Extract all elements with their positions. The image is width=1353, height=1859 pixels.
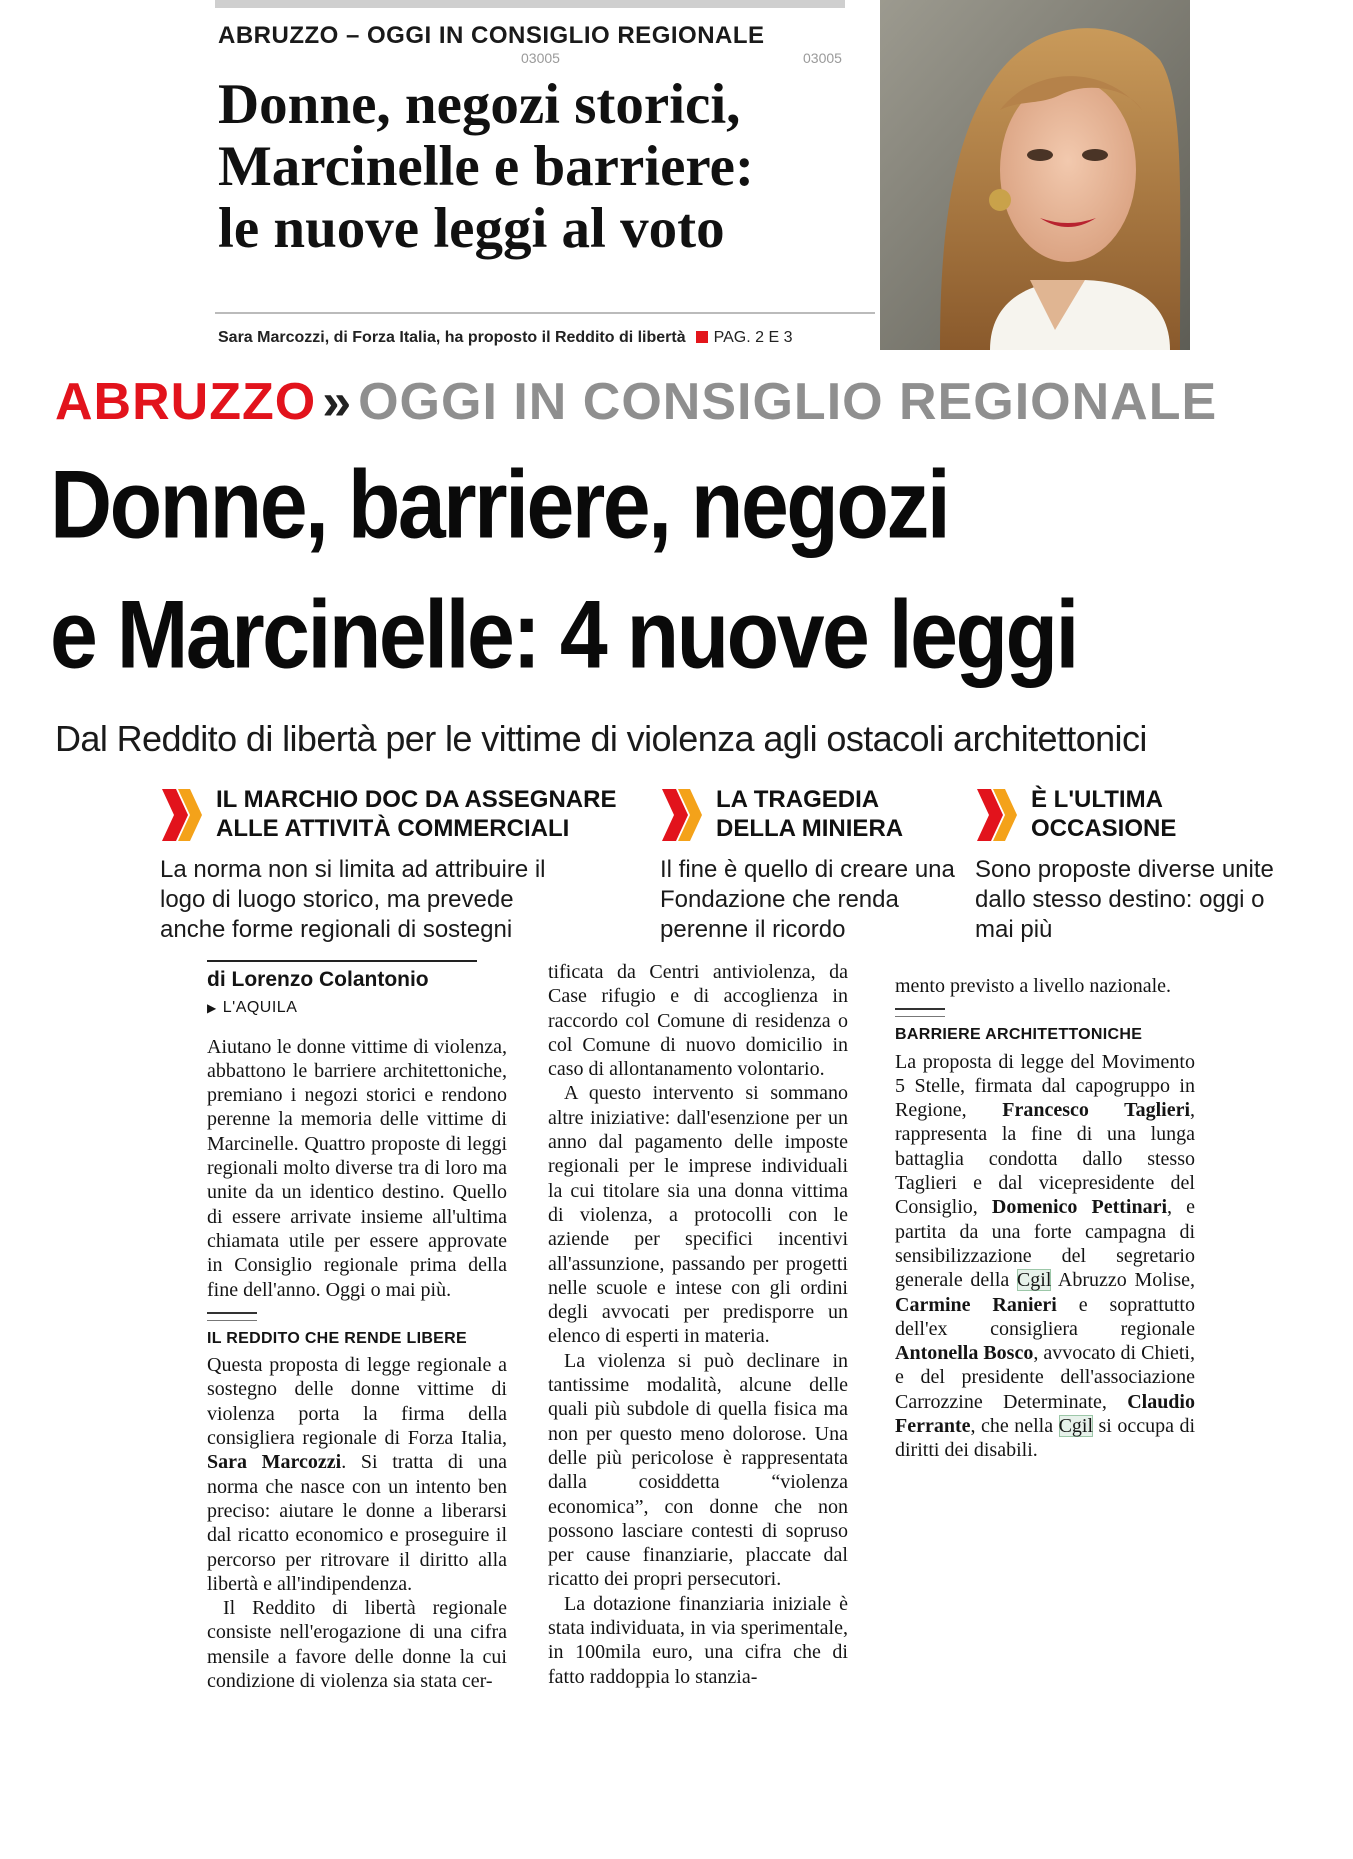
highlighted-term: Cgil bbox=[1016, 1269, 1052, 1292]
triangle-icon: ▶ bbox=[207, 1001, 217, 1016]
article-headline bbox=[50, 440, 1340, 700]
double-chevron-icon bbox=[975, 785, 1021, 845]
cut-text-fragment bbox=[895, 960, 1195, 974]
box-title-line: DELLA MINIERA bbox=[716, 815, 904, 842]
person-name: Carmine Ranieri bbox=[895, 1293, 1057, 1316]
paragraph: A questo intervento si sommano altre iniziative: dall'esenzione per un anno dal pagamento delle imposte regionali per le imprese individuali la cui titolare sia una donna vittima di violenza, a protocolli con le aziende per specifici incentivi all'assunzione, passando per progetti nelle scuole e intese con gli ordini degli avvocati per predisporre un elenco di esperti in materia. bbox=[548, 1082, 848, 1348]
article-subhead: Dal Reddito di libertà per le vittime di violenza agli ostacoli architettonici bbox=[55, 718, 1147, 759]
kicker-chevron: » bbox=[322, 373, 353, 431]
person-name: Claudio Ferrante bbox=[895, 1390, 1195, 1438]
paragraph: Aiutano le donne vittime di violenza, abbattono le barriere architettoniche, premiano i negozi storici e rendono perenne la memoria delle vittime di Marcinelle. Quattro proposte di leggi regionali molto diverse tra di loro ma unite da un identico destino. Quello di essere arrivate insieme all'ultima chiamata utile per essere approvate in Consiglio regionale prima della fine dell'anno. Oggi o mai più. bbox=[207, 1035, 507, 1301]
byline-rule bbox=[207, 960, 477, 962]
paragraph bbox=[895, 1050, 1195, 1463]
box-text: Sono proposte diverse unite dallo stesso destino: oggi o mai più bbox=[975, 856, 1274, 943]
eye-right bbox=[1082, 149, 1108, 161]
face-shape bbox=[1000, 78, 1136, 262]
paragraph-text: . Si tratta di una norma che nasce con un intento ben preciso: aiutare le donne a liberarsi dal ricatto economico e proseguire il percorso per ritrovare il diritto alla libertà e all'indipendenza. bbox=[207, 1451, 507, 1595]
box-title bbox=[1031, 785, 1176, 843]
section-heading: IL REDDITO CHE RENDE LIBERE bbox=[207, 1329, 467, 1347]
paragraph: Il Reddito di libertà regionale consiste nell'erogazione di una cifra mensile a favore delle donne la cui condizione di violenza sia stata cer- bbox=[207, 1597, 507, 1693]
box-title-line: È L'ULTIMA bbox=[1031, 786, 1163, 813]
red-square-icon bbox=[696, 331, 708, 343]
byline: di Lorenzo Colantonio bbox=[207, 968, 429, 991]
front-kicker: ABRUZZO – OGGI IN CONSIGLIO REGIONALE bbox=[218, 22, 765, 49]
front-headline bbox=[218, 74, 858, 260]
highlight-box bbox=[975, 785, 1285, 945]
article-kicker bbox=[55, 372, 1217, 432]
person-name: Francesco Taglieri bbox=[1002, 1099, 1191, 1122]
front-headline-line: Donne, negozi storici, bbox=[218, 73, 741, 136]
paragraph-text: e soprattutto dell'ex consigliera regionale bbox=[895, 1293, 1195, 1340]
article-column-3 bbox=[895, 960, 1195, 1463]
front-headline-line: Marcinelle e barriere: bbox=[218, 135, 754, 198]
section-break bbox=[207, 1312, 257, 1321]
headline-line: Donne, barriere, negozi bbox=[50, 451, 949, 559]
highlight-box bbox=[160, 785, 640, 945]
paragraph: mento previsto a livello nazionale. bbox=[895, 975, 1172, 997]
dateline bbox=[207, 996, 507, 1020]
front-divider bbox=[215, 312, 875, 314]
dateline-text: L'AQUILA bbox=[222, 999, 298, 1017]
person-name: Domenico Pettinari bbox=[991, 1196, 1168, 1219]
box-title-line: ALLE ATTIVITÀ COMMERCIALI bbox=[216, 815, 570, 842]
box-title-line: IL MARCHIO DOC DA ASSEGNARE bbox=[216, 786, 617, 813]
paragraph-text: si occupa di diritti dei disabili. bbox=[895, 1415, 1195, 1462]
highlighted-term: Cgil bbox=[1058, 1415, 1094, 1438]
headline-line: e Marcinelle: 4 nuove leggi bbox=[50, 581, 1077, 689]
paragraph: La dotazione finanziaria iniziale è stata individuata, in via sperimentale, in 100mila euro, una cifra che di fatto raddoppia lo stanzia- bbox=[548, 1592, 848, 1688]
section-break bbox=[895, 1008, 945, 1017]
paragraph: tificata da Centri antiviolenza, da Case rifugio e di accoglienza in raccordo col Comune di residenza o col Comune di nuovo domicilio in caso di allontanamento volontario. bbox=[548, 961, 848, 1081]
double-chevron-icon bbox=[160, 785, 206, 845]
paragraph-text: , e partita da una forte campagna di sensibilizzazione del segretario generale della bbox=[895, 1196, 1195, 1292]
box-title-line: OCCASIONE bbox=[1031, 815, 1177, 842]
article-column-2 bbox=[548, 960, 848, 1689]
box-title-line: LA TRAGEDIA bbox=[716, 786, 880, 813]
kicker-place: ABRUZZO bbox=[55, 373, 317, 431]
portrait-photo bbox=[880, 0, 1190, 350]
eye-left bbox=[1027, 149, 1053, 161]
paragraph-text: , che nella bbox=[970, 1415, 1059, 1438]
person-name: Sara Marcozzi bbox=[207, 1451, 342, 1474]
paragraph-text: Abruzzo Molise, bbox=[1051, 1269, 1196, 1292]
paragraph-text: , avvocato di Chieti, e del presidente dell'associazione Carrozzine Determinate, bbox=[895, 1342, 1195, 1413]
paragraph bbox=[207, 1353, 507, 1596]
paragraph: La violenza si può declinare in tantissime modalità, alcune delle quali più subdole di quella fisica ma non per questo meno dolorose. Una delle più pericolose è rappresentata dalla cosiddetta “violenza economica”, con donne che non possono lasciare contesti di sopruso per cause finanziarie, placcate dal ricatto dei propri persecutori. bbox=[548, 1349, 848, 1591]
front-top-rule bbox=[215, 0, 845, 8]
front-caption bbox=[218, 329, 792, 347]
paragraph-text: , rappresenta la fine di una lunga battaglia condotta dallo stesso Taglieri e dal vicepresidente del Consiglio, bbox=[895, 1099, 1196, 1219]
page-code: 03005 bbox=[803, 50, 842, 66]
section-heading: BARRIERE ARCHITETTONICHE bbox=[895, 1026, 1143, 1044]
caption-text: Sara Marcozzi, di Forza Italia, ha proposto il Reddito di libertà bbox=[218, 329, 686, 346]
page-reference: PAG. 2 E 3 bbox=[713, 329, 793, 346]
paragraph-text: La proposta di legge del Movimento 5 Stelle, firmata dal capogruppo in Regione, bbox=[895, 1050, 1195, 1122]
box-title bbox=[716, 785, 903, 843]
highlight-box bbox=[660, 785, 960, 945]
page-code: 03005 bbox=[521, 50, 560, 66]
front-headline-line: le nuove leggi al voto bbox=[218, 197, 725, 260]
paragraph-text: Questa proposta di legge regionale a sostegno delle donne vittime di violenza porta la firma della consigliera regionale di Forza Italia, bbox=[207, 1354, 507, 1450]
box-text: Il fine è quello di creare una Fondazione che renda perenne il ricordo bbox=[660, 856, 955, 943]
person-name: Antonella Bosco bbox=[895, 1342, 1034, 1365]
kicker-section: OGGI IN CONSIGLIO REGIONALE bbox=[358, 373, 1218, 431]
double-chevron-icon bbox=[660, 785, 706, 845]
earring bbox=[989, 189, 1011, 211]
article-column-1 bbox=[207, 960, 507, 1693]
box-text: La norma non si limita ad attribuire il logo di luogo storico, ma prevede anche forme regionali di sostegni bbox=[160, 856, 546, 943]
box-title bbox=[216, 785, 616, 843]
